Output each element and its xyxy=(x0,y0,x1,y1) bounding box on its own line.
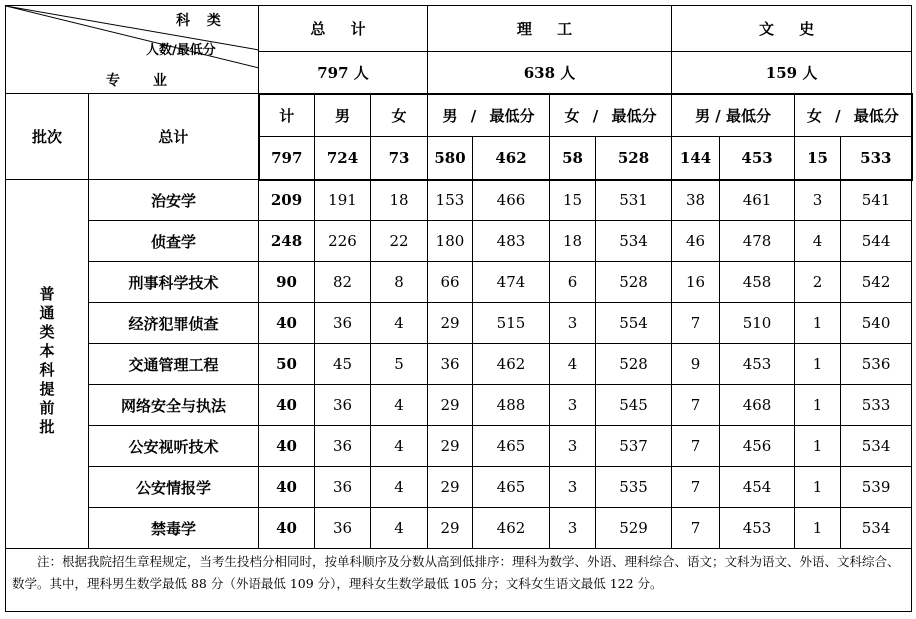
cell: 82 xyxy=(315,262,371,303)
major-name: 交通管理工程 xyxy=(89,344,259,385)
cell: 36 xyxy=(315,303,371,344)
cell: 3 xyxy=(550,303,596,344)
cell: 40 xyxy=(259,467,315,508)
cell: 191 xyxy=(315,180,371,221)
admission-score-table xyxy=(5,5,913,612)
cell: 248 xyxy=(259,221,315,262)
cell: 45 xyxy=(315,344,371,385)
cell: 537 xyxy=(596,426,672,467)
cell: 466 xyxy=(473,180,550,221)
cell: 1 xyxy=(795,344,841,385)
cell: 29 xyxy=(428,385,473,426)
cell: 534 xyxy=(841,508,912,549)
batch-name-cell xyxy=(6,180,89,549)
table-row xyxy=(6,467,912,508)
cell: 1 xyxy=(795,508,841,549)
arts-count: 159 人 xyxy=(672,52,912,94)
major-name: 刑事科学技术 xyxy=(89,262,259,303)
cell: 40 xyxy=(259,303,315,344)
cell: 465 xyxy=(473,467,550,508)
cell: 7 xyxy=(672,385,720,426)
col-total-header: 计 xyxy=(259,94,315,137)
cell: 3 xyxy=(795,180,841,221)
arts-male-min-header: 男 / 最低分 xyxy=(672,94,795,137)
cell: 545 xyxy=(596,385,672,426)
cell: 461 xyxy=(720,180,795,221)
cell: 478 xyxy=(720,221,795,262)
cell: 40 xyxy=(259,385,315,426)
cell: 515 xyxy=(473,303,550,344)
cell: 483 xyxy=(473,221,550,262)
cell: 40 xyxy=(259,508,315,549)
batch-header: 批次 xyxy=(6,94,89,180)
sum-header: 总计 xyxy=(89,94,259,180)
total-group-header: 总 计 xyxy=(259,6,428,52)
cell: 40 xyxy=(259,426,315,467)
cell: 4 xyxy=(371,508,428,549)
cell: 29 xyxy=(428,508,473,549)
cell: 529 xyxy=(596,508,672,549)
diag-subject-label: 科 类 xyxy=(176,13,227,29)
cell: 46 xyxy=(672,221,720,262)
cell: 528 xyxy=(596,344,672,385)
sci-female-min-header: 女 / 最低分 xyxy=(550,94,672,137)
cell: 1 xyxy=(795,467,841,508)
major-name: 网络安全与执法 xyxy=(89,385,259,426)
cell: 539 xyxy=(841,467,912,508)
cell: 453 xyxy=(720,344,795,385)
cell: 22 xyxy=(371,221,428,262)
cell: 16 xyxy=(672,262,720,303)
cell: 38 xyxy=(672,180,720,221)
science-count: 638 人 xyxy=(428,52,672,94)
major-name: 治安学 xyxy=(89,180,259,221)
col-male-header: 男 xyxy=(315,94,371,137)
cell: 18 xyxy=(550,221,596,262)
diagonal-header-cell xyxy=(6,6,259,94)
total-cell: 797 xyxy=(259,137,315,180)
cell: 456 xyxy=(720,426,795,467)
cell: 1 xyxy=(795,385,841,426)
cell: 510 xyxy=(720,303,795,344)
admission-table-sheet xyxy=(5,5,911,613)
table-row xyxy=(6,385,912,426)
cell: 462 xyxy=(473,508,550,549)
diag-count-label: 人数/最低分 xyxy=(146,43,216,58)
cell: 29 xyxy=(428,426,473,467)
cell: 3 xyxy=(550,426,596,467)
total-count: 797 人 xyxy=(259,52,428,94)
cell: 533 xyxy=(841,385,912,426)
major-name: 公安视听技术 xyxy=(89,426,259,467)
table-row xyxy=(6,262,912,303)
table-row xyxy=(6,303,912,344)
cell: 36 xyxy=(315,508,371,549)
cell: 18 xyxy=(371,180,428,221)
total-cell: 73 xyxy=(371,137,428,180)
cell: 5 xyxy=(371,344,428,385)
cell: 468 xyxy=(720,385,795,426)
cell: 474 xyxy=(473,262,550,303)
cell: 453 xyxy=(720,508,795,549)
cell: 4 xyxy=(550,344,596,385)
cell: 541 xyxy=(841,180,912,221)
footnote: 注：根据我院招生章程规定，当考生投档分相同时，按单科顺序及分数从高到低排序：理科为数学、外语、理科综合、语文；文科为语文、外语、文科综合、数学。其中，理科男生数学最低 88 分（外语最低 109 分），理科女生数学最低 105 分；文科女生语文最低 122 分。 xyxy=(6,549,912,612)
table-row xyxy=(6,344,912,385)
cell: 3 xyxy=(550,467,596,508)
total-cell: 580 xyxy=(428,137,473,180)
science-group-header: 理 工 xyxy=(428,6,672,52)
batch-name: 普通类本科提前批 xyxy=(37,286,56,438)
cell: 50 xyxy=(259,344,315,385)
total-cell: 453 xyxy=(720,137,795,180)
sci-male-min-header: 男 / 最低分 xyxy=(428,94,550,137)
cell: 7 xyxy=(672,508,720,549)
cell: 1 xyxy=(795,303,841,344)
total-cell: 15 xyxy=(795,137,841,180)
cell: 531 xyxy=(596,180,672,221)
major-name: 经济犯罪侦查 xyxy=(89,303,259,344)
cell: 4 xyxy=(371,385,428,426)
total-cell: 533 xyxy=(841,137,912,180)
cell: 462 xyxy=(473,344,550,385)
table-row xyxy=(6,221,912,262)
cell: 454 xyxy=(720,467,795,508)
cell: 554 xyxy=(596,303,672,344)
major-name: 公安情报学 xyxy=(89,467,259,508)
major-name: 侦查学 xyxy=(89,221,259,262)
cell: 544 xyxy=(841,221,912,262)
cell: 36 xyxy=(315,385,371,426)
cell: 2 xyxy=(795,262,841,303)
cell: 90 xyxy=(259,262,315,303)
cell: 8 xyxy=(371,262,428,303)
cell: 29 xyxy=(428,467,473,508)
table-row xyxy=(6,180,912,221)
cell: 36 xyxy=(315,426,371,467)
cell: 4 xyxy=(795,221,841,262)
arts-group-header: 文 史 xyxy=(672,6,912,52)
cell: 3 xyxy=(550,385,596,426)
cell: 3 xyxy=(550,508,596,549)
cell: 180 xyxy=(428,221,473,262)
cell: 534 xyxy=(841,426,912,467)
total-cell: 58 xyxy=(550,137,596,180)
cell: 36 xyxy=(428,344,473,385)
total-cell: 724 xyxy=(315,137,371,180)
cell: 29 xyxy=(428,303,473,344)
total-cell: 462 xyxy=(473,137,550,180)
cell: 458 xyxy=(720,262,795,303)
cell: 7 xyxy=(672,426,720,467)
total-cell: 144 xyxy=(672,137,720,180)
cell: 528 xyxy=(596,262,672,303)
cell: 1 xyxy=(795,426,841,467)
cell: 6 xyxy=(550,262,596,303)
cell: 4 xyxy=(371,467,428,508)
cell: 153 xyxy=(428,180,473,221)
cell: 488 xyxy=(473,385,550,426)
cell: 534 xyxy=(596,221,672,262)
col-female-header: 女 xyxy=(371,94,428,137)
cell: 4 xyxy=(371,426,428,467)
cell: 66 xyxy=(428,262,473,303)
cell: 7 xyxy=(672,303,720,344)
diag-major-label: 专 业 xyxy=(106,73,181,89)
arts-female-min-header: 女 / 最低分 xyxy=(795,94,912,137)
cell: 465 xyxy=(473,426,550,467)
cell: 4 xyxy=(371,303,428,344)
cell: 542 xyxy=(841,262,912,303)
table-row xyxy=(6,508,912,549)
cell: 536 xyxy=(841,344,912,385)
table-row xyxy=(6,426,912,467)
cell: 7 xyxy=(672,467,720,508)
cell: 15 xyxy=(550,180,596,221)
cell: 36 xyxy=(315,467,371,508)
cell: 9 xyxy=(672,344,720,385)
cell: 226 xyxy=(315,221,371,262)
cell: 209 xyxy=(259,180,315,221)
cell: 535 xyxy=(596,467,672,508)
major-name: 禁毒学 xyxy=(89,508,259,549)
total-cell: 528 xyxy=(596,137,672,180)
cell: 540 xyxy=(841,303,912,344)
